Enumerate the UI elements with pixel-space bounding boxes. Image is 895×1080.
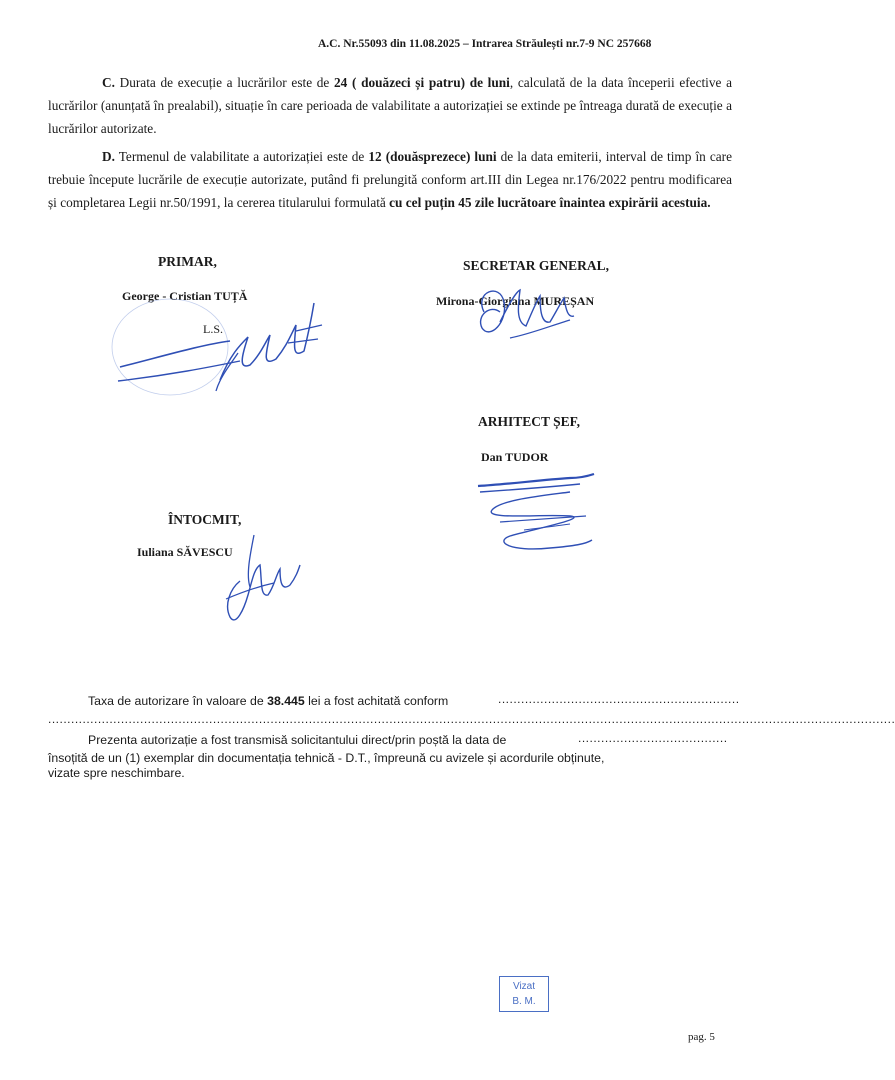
paragraph-d-label: D. [102, 149, 115, 164]
stamp-line2: B. M. [512, 996, 536, 1007]
primar-title: PRIMAR, [158, 254, 217, 269]
paragraph-c-label: C. [102, 75, 115, 90]
vizat-stamp [499, 976, 549, 1012]
paragraph-d-text2: de la data emiterii, interval de timp în care trebuie începute lucrările de execuție autorizate, putând fi prelungită conform art.III din Legea nr.176/2022 pentru modificarea și completarea Legii nr.50/1991, la cererea titularului formulată [48, 149, 732, 210]
secretar-name: Mirona-Giorgiana MUREȘAN [436, 294, 595, 308]
intocmit-signature-icon [210, 525, 310, 635]
prezenta-line2: însoțită de un (1) exemplar din documentația tehnică - D.T., împreună cu avizele și acordurile obținute, [48, 751, 605, 765]
primar-signature-icon [90, 295, 330, 405]
paragraph-c [48, 71, 732, 140]
paragraph-d-validity: 12 (douăsprezece) luni [368, 149, 497, 164]
paragraph-c-duration: 24 ( douăzeci și patru) de luni [334, 75, 510, 90]
arhitect-signature-icon [470, 470, 610, 565]
taxa-amount: 38.445 [267, 694, 305, 708]
paragraph-d-deadline: cu cel puțin 45 zile lucrătoare înaintea expirării acestuia. [389, 195, 711, 210]
paragraph-c-text2: , calculată de la data începerii efective a lucrărilor (anunțată în prealabil), situație în care perioada de valabilitate a autorizației se extinde pe întreaga durată de execuție a lucrărilor autorizate. [48, 75, 732, 136]
paragraph-c-text1: Durata de execuție a lucrărilor este de [114, 75, 335, 90]
paragraph-d [48, 145, 732, 214]
taxa-dotted-fill: ............................................................... [498, 692, 740, 706]
prezenta-dotted-fill: ....................................... [578, 731, 728, 745]
arhitect-name: Dan TUDOR [481, 450, 549, 464]
primar-name: George - Cristian TUȚĂ [122, 289, 248, 303]
secretar-title: SECRETAR GENERAL, [463, 258, 610, 273]
taxa-line [88, 692, 448, 710]
paragraph-d-text1: Termenul de valabilitate a autorizației este de [114, 149, 369, 164]
taxa-suffix: lei a fost achitată conform [304, 694, 449, 708]
dotted-line-full: ............................................................................................................................................................................................................................. [48, 712, 895, 726]
stamp-line1: Vizat [512, 981, 536, 992]
secretar-signature-icon [470, 282, 590, 352]
prezenta-line1: Prezenta autorizație a fost transmisă solicitantului direct/prin poștă la data de [88, 733, 507, 747]
intocmit-title: ÎNTOCMIT, [168, 512, 242, 527]
intocmit-name: Iuliana SĂVESCU [137, 545, 233, 559]
arhitect-title: ARHITECT ȘEF, [478, 414, 581, 429]
taxa-prefix: Taxa de autorizare în valoare de [88, 694, 268, 708]
ls-mark: L.S. [203, 322, 224, 336]
document-header: A.C. Nr.55093 din 11.08.2025 – Intrarea Străulești nr.7-9 NC 257668 [318, 38, 652, 50]
page-number: pag. 5 [688, 1031, 715, 1043]
prezenta-line3: vizate spre neschimbare. [48, 766, 185, 780]
